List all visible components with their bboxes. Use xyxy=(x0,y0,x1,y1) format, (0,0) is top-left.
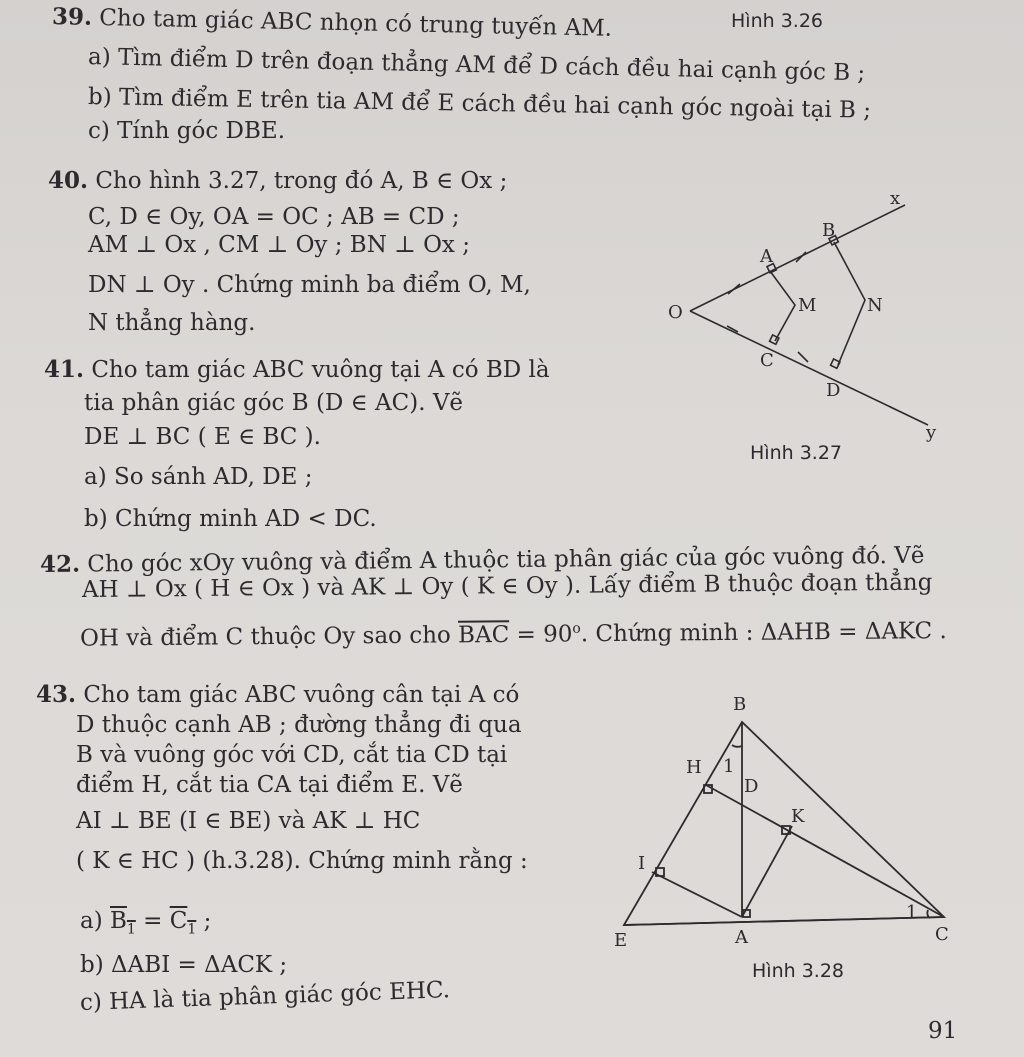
tick-oa xyxy=(728,284,740,294)
angle-bac: $\overline{BAC}$ xyxy=(458,621,510,649)
figure-3-28-caption: Hình 3.28 xyxy=(752,960,844,982)
right-angle-d xyxy=(831,359,840,368)
problem-43-line-3: B và vuông góc với CD, cắt tia CD tại xyxy=(76,742,508,768)
equals-ninety: = 90 xyxy=(509,621,573,648)
figure-3-27-caption: Hình 3.27 xyxy=(750,442,842,464)
fig328-label-k: K xyxy=(791,806,805,827)
problem-42-line-2: AH ⊥ Ox ( H ∈ Ox ) và AK ⊥ Oy ( K ∈ Oy ). Lấy điểm B thuộc đoạn thẳng xyxy=(81,569,933,603)
fig328-label-d: D xyxy=(744,776,759,797)
page-number: 91 xyxy=(928,1018,958,1044)
problem-43-number: 43. xyxy=(36,681,77,708)
part-a-end: ; xyxy=(196,908,212,934)
fig327-label-x: x xyxy=(890,188,901,209)
triangle-ebc xyxy=(624,722,944,925)
angle-b1 xyxy=(110,908,136,938)
problem-40-text-1: Cho hình 3.27, trong đó A, B ∈ Ox ; xyxy=(95,168,508,194)
angle-mark-c1 xyxy=(927,910,930,918)
fig327-label-b: B xyxy=(822,220,836,241)
fig327-label-o: O xyxy=(668,302,683,323)
perpendiculars-am-cm xyxy=(770,271,795,341)
figure-3-26-caption: Hình 3.26 xyxy=(731,10,823,32)
problem-40-line-4: DN ⊥ Oy . Chứng minh ba điểm O, M, xyxy=(88,272,531,298)
problem-43-line-2: D thuộc cạnh AB ; đường thẳng đi qua xyxy=(76,712,522,738)
problem-42-text-3: OH và điểm C thuộc Oy sao cho xyxy=(79,622,451,652)
fig327-label-d: D xyxy=(826,380,841,401)
problem-40-number: 40. xyxy=(48,167,89,194)
equals-sign: = xyxy=(135,908,170,934)
fig328-label-c: C xyxy=(935,924,949,945)
problem-43-part-b: b) ΔABI = ΔACK ; xyxy=(80,952,288,978)
problem-43-line-5: AI ⊥ BE (I ∈ BE) và AK ⊥ HC xyxy=(76,808,421,834)
problem-42-conclusion: . Chứng minh : ΔAHB = ΔAKC . xyxy=(580,618,947,648)
problem-42-text-1: Cho góc xOy vuông và điểm A thuộc tia phân giác của góc vuông đó. Vẽ xyxy=(87,542,925,578)
problem-39-part-a: a) Tìm điểm D trên đoạn thẳng AM để D cách đều hai cạnh góc B ; xyxy=(87,44,866,87)
problem-40-line-5: N thẳng hàng. xyxy=(88,310,256,336)
problem-43-part-c: c) HA là tia phân giác góc EHC. xyxy=(79,977,451,1016)
angle-c1-subscript: 1 xyxy=(187,921,197,938)
problem-41-number: 41. xyxy=(44,356,85,383)
fig328-label-e: E xyxy=(614,930,628,951)
segment-ec xyxy=(624,917,944,925)
problem-43-line-6: ( K ∈ HC ) (h.3.28). Chứng minh rằng : xyxy=(76,848,528,874)
problem-39-text: Cho tam giác ABC nhọn có trung tuyến AM. xyxy=(99,4,613,42)
problem-41-line-3: DE ⊥ BC ( E ∈ BC ). xyxy=(84,424,321,450)
problem-41-part-b: b) Chứng minh AD < DC. xyxy=(84,506,377,532)
problem-40-line-2: C, D ∈ Oy, OA = OC ; AB = CD ; xyxy=(88,204,460,230)
problem-39-part-b: b) Tìm điểm E trên tia AM để E cách đều hai cạnh góc ngoài tại B ; xyxy=(87,84,872,124)
angle-c1-letter: C xyxy=(169,908,188,934)
degree-sign: o xyxy=(572,620,581,637)
fig327-label-y: y xyxy=(926,422,937,443)
problem-43-part-a xyxy=(80,908,211,943)
angle-mark-b1 xyxy=(732,745,742,747)
angle-b1-subscript: 1 xyxy=(126,921,136,938)
problem-43-line-1 xyxy=(36,682,519,708)
problem-41-line-1 xyxy=(44,357,550,383)
angle-b1-letter: B xyxy=(110,908,127,934)
fig328-label-b: B xyxy=(733,694,747,715)
fig328-label-h: H xyxy=(686,757,702,778)
tick-cd xyxy=(798,352,808,362)
tick-ab xyxy=(796,252,806,262)
fig327-label-a: A xyxy=(760,246,773,267)
perpendiculars-bn-dn xyxy=(834,242,865,365)
fig328-label-a: A xyxy=(735,927,748,948)
problem-41-line-2: tia phân giác góc B (D ∈ AC). Vẽ xyxy=(84,390,464,416)
fig328-label-1-c: 1 xyxy=(906,902,918,923)
part-a-label: a) xyxy=(80,908,103,934)
segment-ak xyxy=(742,826,792,917)
problem-40-line-3: AM ⊥ Ox , CM ⊥ Oy ; BN ⊥ Ox ; xyxy=(88,232,470,258)
problem-43-text-1: Cho tam giác ABC vuông cân tại A có xyxy=(83,682,520,708)
ray-oy xyxy=(690,311,928,425)
problem-39-number: 39. xyxy=(51,3,93,31)
fig327-label-m: M xyxy=(798,295,817,316)
problem-41-text-1: Cho tam giác ABC vuông tại A có BD là xyxy=(91,357,550,383)
fig328-label-i: I xyxy=(638,853,646,874)
fig327-label-c: C xyxy=(760,350,774,371)
problem-42-number: 42. xyxy=(39,550,81,578)
angle-c1 xyxy=(169,908,197,938)
problem-43-line-4: điểm H, cắt tia CA tại điểm E. Vẽ xyxy=(76,772,463,798)
problem-39-part-c: c) Tính góc DBE. xyxy=(88,118,286,144)
fig328-label-1-b: 1 xyxy=(723,756,735,777)
problem-41-part-a: a) So sánh AD, DE ; xyxy=(84,464,313,490)
fig327-label-n: N xyxy=(867,295,883,316)
segment-ai xyxy=(652,872,742,917)
